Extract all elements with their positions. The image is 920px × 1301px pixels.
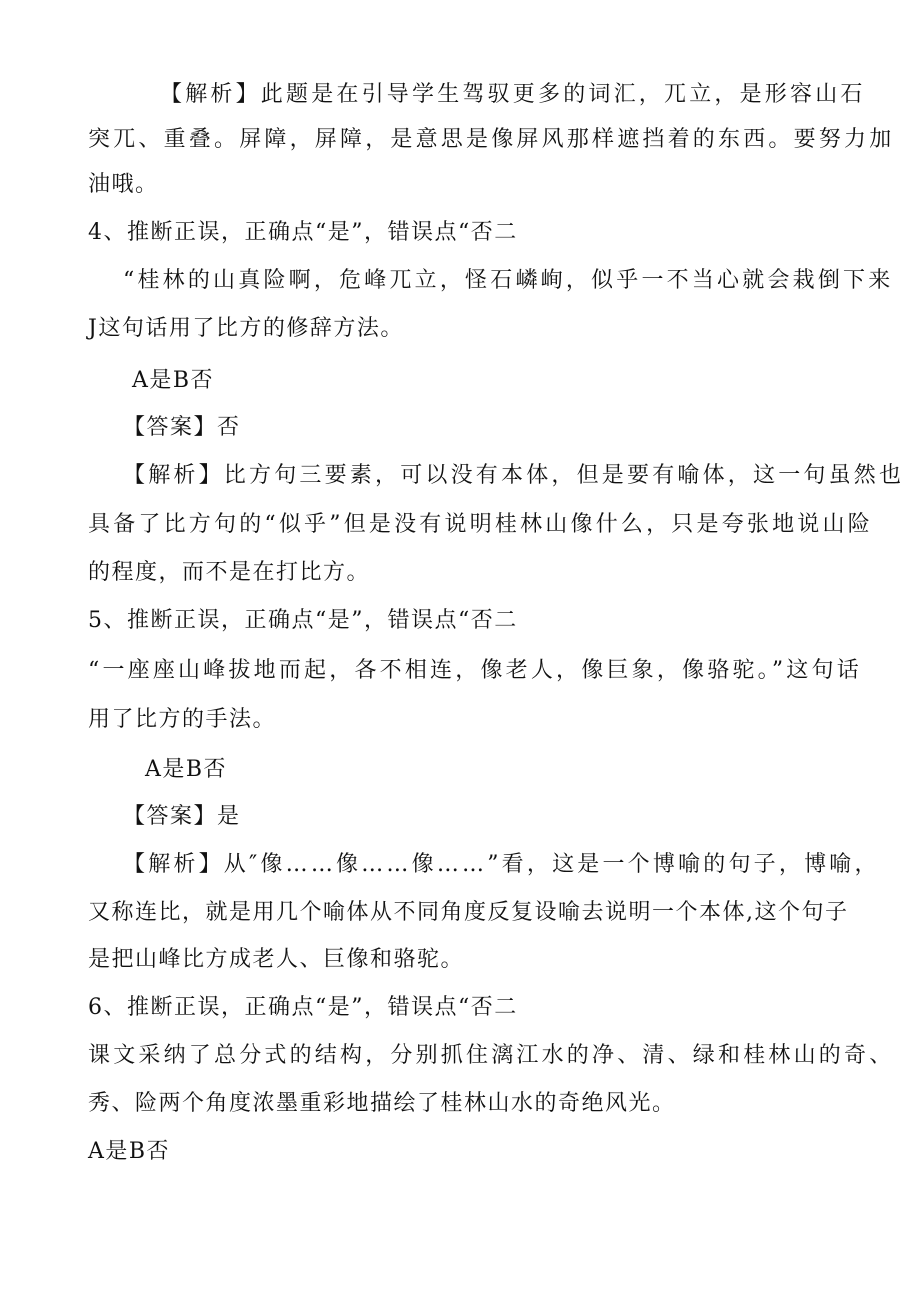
question-text-line: “桂林的山真险啊，危峰兀立，怪石嶙峋，似乎一不当心就会栽倒下来 (123, 268, 894, 293)
question-heading: 4、推断正误，正确点“是”，错误点“否二 (88, 220, 518, 245)
analysis-line: 【解析】从″像……像……像……”看，这是一个博喻的句子，博喻， (123, 852, 880, 877)
question-text-line: “一座座山峰拔地而起，各不相连，像老人，像巨象，像骆驼。”这句话 (88, 658, 862, 683)
question-heading: 6、推断正误，正确点“是”，错误点“否二 (88, 995, 518, 1020)
answer-options: A是B否 (132, 368, 215, 393)
analysis-line: 突兀、重叠。屏障，屏障，是意思是像屏风那样遮挡着的东西。要努力加 (88, 127, 895, 152)
analysis-line: 油哦。 (88, 172, 159, 197)
answer-options: A是B否 (88, 1139, 171, 1164)
analysis-line: 【解析】比方句三要素，可以没有本体，但是要有喻体，这一句虽然也 (123, 463, 905, 488)
analysis-line: 又称连比，就是用几个喻体从不同角度反复设喻去说明一个本体,这个句子 (88, 900, 849, 925)
analysis-line: 具备了比方句的“似乎”但是没有说明桂林山像什么，只是夸张地说山险 (88, 512, 873, 537)
answer-label: 【答案】否 (123, 415, 241, 440)
question-text-line: 用了比方的手法。 (88, 707, 277, 732)
answer-label: 【答案】是 (123, 804, 241, 829)
analysis-line: 是把山峰比方成老人、巨像和骆驼。 (88, 947, 465, 972)
question-text-line: 秀、险两个角度浓墨重彩地描绘了桂林山水的奇绝风光。 (88, 1091, 676, 1116)
analysis-line: 的程度，而不是在打比方。 (88, 560, 371, 585)
answer-options: A是B否 (145, 757, 228, 782)
question-text-line: 课文采纳了总分式的结构，分别抓住漓江水的净、清、绿和桂林山的奇、 (88, 1043, 895, 1068)
question-text-line: J这句话用了比方的修辞方法。 (88, 316, 404, 341)
analysis-line: 【解析】此题是在引导学生驾驭更多的词汇，兀立，是形容山石 (160, 82, 866, 107)
question-heading: 5、推断正误，正确点“是”，错误点“否二 (88, 608, 518, 633)
